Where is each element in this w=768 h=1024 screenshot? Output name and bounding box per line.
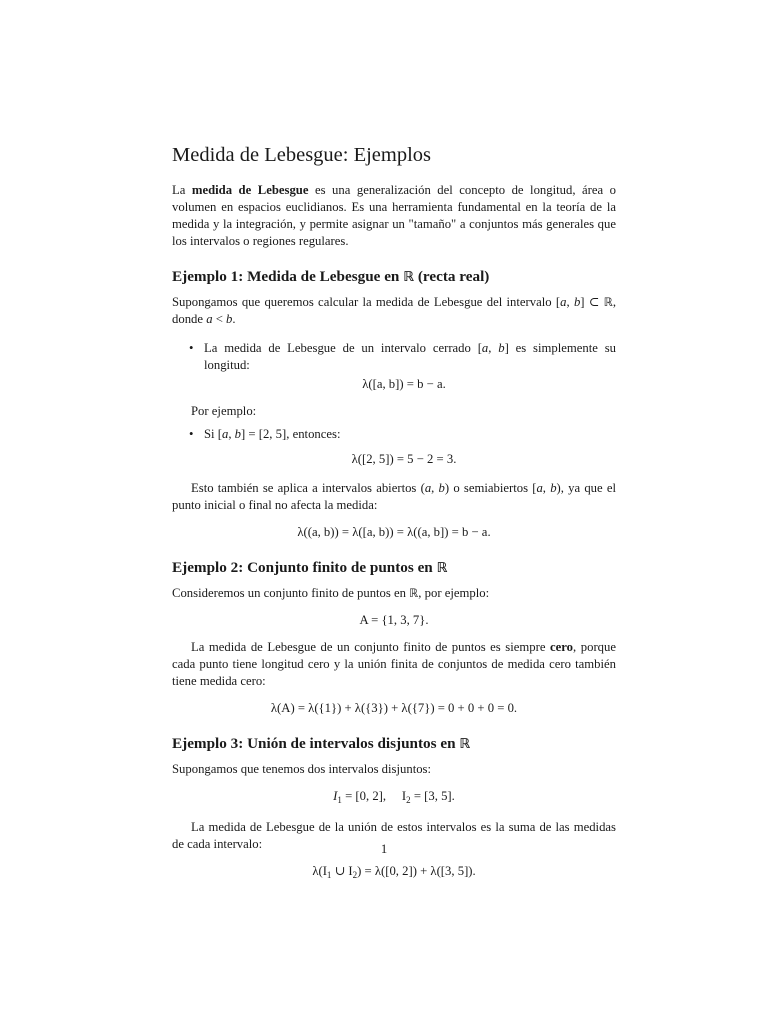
equation-2: λ([2, 5]) = 5 − 2 = 3.	[351, 451, 457, 466]
bullet-icon: •	[189, 426, 194, 441]
list-item	[172, 340, 616, 374]
equation-1: λ([a, b]) = b − a.	[362, 376, 446, 391]
text: Consideremos un conjunto finito de puntos en	[172, 586, 410, 601]
section-3-paragraph-2: La medida de Lebesgue de la unión de estos intervalos es la suma de las medidas de cada intervalo:	[172, 820, 616, 852]
text: Esto también se aplica a intervalos abiertos (	[191, 480, 425, 495]
text: ) o semiabiertos [	[444, 480, 537, 495]
text: = [3, 5].	[410, 789, 455, 804]
var-a: a	[481, 340, 489, 355]
equation-7	[172, 863, 616, 884]
text: La medida de Lebesgue de un intervalo cerrado [	[204, 340, 482, 355]
section-1-list-2	[172, 426, 616, 443]
page-content	[172, 143, 616, 894]
text: La medida de Lebesgue de un conjunto finito de puntos es siempre	[191, 640, 551, 655]
subscript: 1	[337, 795, 342, 806]
equation-6	[172, 788, 616, 809]
comma: ,	[542, 480, 551, 495]
reals-symbol: ℝ	[459, 736, 471, 753]
intro-paragraph	[172, 182, 616, 250]
section-2-heading-text: Ejemplo 2: Conjunto finito de puntos en	[172, 558, 437, 576]
section-3-heading	[172, 735, 616, 753]
text: = [0, 2], I	[341, 789, 407, 804]
bold-cero: cero	[550, 640, 574, 655]
text: ), ya que el punto inicial o final no afecta la medida:	[172, 480, 617, 512]
var-b: b	[550, 480, 557, 495]
var-b: b	[498, 340, 505, 355]
text: Supongamos que queremos calcular la medida de Lebesgue del intervalo [	[172, 294, 561, 309]
text: , donde	[172, 294, 616, 326]
section-1-heading-suffix: (recta real)	[414, 267, 490, 285]
equation-4: A = {1, 3, 7}.	[359, 613, 429, 628]
intro-text-1: La	[172, 182, 192, 197]
reals-symbol: ℝ	[409, 586, 419, 601]
text: λ(I	[312, 864, 327, 879]
var-a: a	[560, 294, 567, 309]
document-title: Medida de Lebesgue: Ejemplos	[172, 144, 432, 166]
section-1-heading	[172, 268, 616, 286]
section-3-heading-text: Ejemplo 3: Unión de intervalos disjuntos en	[172, 735, 460, 753]
page-number: 1	[380, 842, 388, 856]
equation-3: λ((a, b)) = λ([a, b)) = λ((a, b]) = b − a.	[297, 524, 491, 539]
comma: ,	[566, 294, 574, 309]
subscript: 2	[352, 870, 358, 881]
var-a: a	[221, 426, 229, 441]
intro-bold-term: medida de Lebesgue	[191, 182, 309, 197]
reals-symbol: ℝ	[436, 559, 448, 576]
section-3-paragraph-1: Supongamos que tenemos dos intervalos disjuntos:	[172, 762, 432, 777]
subscript: 1	[326, 870, 332, 881]
por-ejemplo: Por ejemplo:	[191, 403, 257, 418]
equation-5: λ(A) = λ({1}) + λ({3}) + λ({7}) = 0 + 0 + 0 = 0.	[270, 701, 518, 716]
text: ] = [2, 5], entonces:	[241, 426, 341, 441]
text: , por ejemplo:	[418, 586, 490, 601]
subscript: 2	[406, 795, 411, 806]
text: ∪ I	[331, 864, 353, 879]
var-b: b	[234, 426, 242, 441]
comma: ,	[488, 340, 499, 355]
section-1-paragraph-1	[172, 294, 616, 328]
section-1-paragraph-2	[172, 480, 616, 514]
section-2-paragraph-2	[172, 639, 616, 690]
section-1-list-1	[172, 340, 616, 374]
var-b: b	[438, 480, 445, 495]
section-2-heading	[172, 559, 616, 577]
less-than: <	[212, 311, 227, 326]
section-1-heading-text: Ejemplo 1: Medida de Lebesgue en	[172, 267, 404, 285]
reals-symbol: ℝ	[403, 268, 415, 285]
var-a: a	[206, 311, 213, 326]
list-item	[172, 426, 616, 443]
reals-symbol: ℝ	[603, 294, 613, 309]
text: Si [	[204, 426, 222, 441]
var-a: a	[536, 480, 543, 495]
text: ] ⊂	[580, 294, 604, 309]
text: ) = λ([0, 2]) + λ([3, 5]).	[357, 864, 476, 879]
var-b: b	[226, 311, 233, 326]
section-2-paragraph-1	[172, 585, 616, 602]
text: ] es simplemente su longitud:	[204, 340, 616, 372]
text: , porque cada punto tiene longitud cero y la unión finita de conjuntos de medida cero también tiene medida cero:	[172, 640, 616, 689]
var-a: a	[424, 480, 432, 495]
var-b: b	[573, 294, 581, 309]
period: .	[232, 311, 236, 326]
comma: ,	[228, 426, 235, 441]
bullet-icon: •	[189, 340, 194, 355]
intro-text-2: es una generalización del concepto de longitud, área o volumen en espacios euclidianos. Es una herramienta fundamental en la teoría de la medida y la integración, y permite asignar un "tamaño" a conjuntos más generales que los intervalos o regiones regulares.	[172, 182, 616, 248]
comma: ,	[431, 480, 439, 495]
var-I: I	[333, 789, 338, 804]
